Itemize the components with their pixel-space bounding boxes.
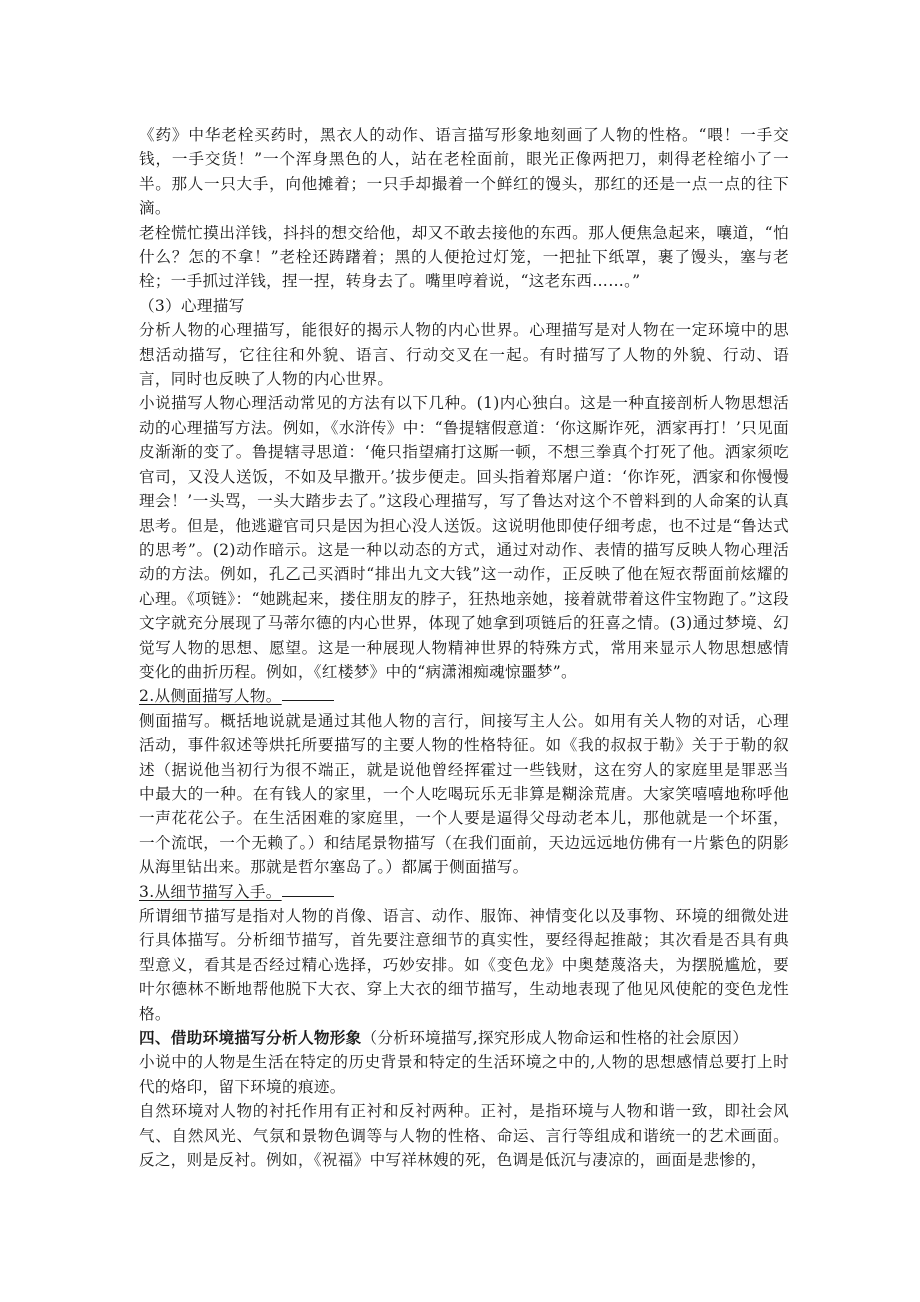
- heading-side-description-text: 2.从侧面描写人物。: [139, 687, 282, 706]
- paragraph-psychology-intro: 分析人物的心理描写，能很好的揭示人物的内心世界。心理描写是对人物在一定环境中的思想活动描写，它往往和外貌、语言、行动交叉在一起。有时描写了人物的外貌、行动、语言，同时也反映了人物的内心世界。: [139, 321, 789, 389]
- paragraph-side-description: 侧面描写。概括地说就是通过其他人物的言行，间接写主人公。如用有关人物的对话，心理活动，事件叙述等烘托所要描写的主要人物的性格特征。如《我的叔叔于勒》关于于勒的叙述（据说他当初行为很不端正，就是说他曾经挥霍过一些钱财，这在穷人的家庭里是罪恶当中最大的一种。在有钱人的家里，一个人吃喝玩乐无非算是糊涂荒唐。大家笑嘻嘻地称呼他一声花花公子。在生活困难的家庭里，一个人要是逼得父母动老本儿，那他就是一个坏蛋，一个流氓，一个无赖了。）和结尾景物描写（在我们面前，天边远远地仿佛有一片紫色的阴影从海里钻出来。那就是哲尔塞岛了。）都属于侧面描写。: [139, 711, 789, 877]
- subheading-psychological: （3）心理描写: [139, 296, 245, 315]
- document-page: [139, 123, 789, 1172]
- section-heading-environment: [139, 1026, 789, 1050]
- underline-pad: [282, 882, 334, 897]
- paragraph-medicine-scene: 《药》中华老栓买药时，黑衣人的动作、语言描写形象地刻画了人物的性格。“喂！一手交钱，一手交货！”一个浑身黑色的人，站在老栓面前，眼光正像两把刀，刺得老栓缩小了一半。那人一只大手，向他摊着；一只手却撮着一个鲜红的馒头，那红的还是一点一点的往下滴。: [139, 126, 789, 218]
- paragraph-laoshuan-reaction: 老栓慌忙摸出洋钱，抖抖的想交给他，却又不敢去接他的东西。那人便焦急起来，嚷道，“怕什么？怎的不拿！”老栓还踌躇着；黑的人便抢过灯笼，一把扯下纸罩，裹了馒头，塞与老栓；一手抓过洋钱，捏一捏，转身去了。嘴里哼着说，“这老东西……。”: [139, 223, 789, 291]
- heading-side-description: [139, 684, 789, 708]
- section-heading-environment-subtitle: （分析环境描写,探究形成人物命运和性格的社会原因）: [361, 1029, 749, 1048]
- underline-pad: [282, 686, 334, 701]
- heading-detail-description: [139, 880, 789, 904]
- heading-detail-description-text: 3.从细节描写入手。: [139, 882, 282, 901]
- paragraph-detail-description: 所谓细节描写是指对人物的肖像、语言、动作、服饰、神情变化以及事物、环境的细微处进行具体描写。分析细节描写，首先要注意细节的真实性，要经得起推敲；其次看是否具有典型意义，看其是否经过精心选择，巧妙安排。如《变色龙》中奥楚蔑洛夫，为摆脱尴尬，要叶尔德林不断地帮他脱下大衣、穿上大衣的细节描写，生动地表现了他见风使舵的变色龙性格。: [139, 907, 789, 1023]
- paragraph-environment-intro: 小说中的人物是生活在特定的历史背景和特定的生活环境之中的,人物的思想感情总要打上时代的烙印，留下环境的痕迹。: [139, 1053, 789, 1096]
- paragraph-psychology-methods: 小说描写人物心理活动常见的方法有以下几种。(1)内心独白。这是一种直接剖析人物思想活动的心理描写方法。例如，《水浒传》中：“鲁提辖假意道：‘你这厮诈死，洒家再打！’只见面皮渐渐的变了。鲁提辖寻思道：‘俺只指望痛打这厮一顿，不想三拳真个打死了他。洒家须吃官司，又没人送饭，不如及早撒开。’拔步便走。回头指着郑屠户道：‘你诈死，洒家和你慢慢理会！’一头骂，一头大踏步去了。”这段心理描写，写了鲁达对这个不曾料到的人命案的认真思考。但是，他逃避官司只是因为担心没人送饭。这说明他即使仔细考虑，也不过是“鲁达式的思考”。(2)动作暗示。这是一种以动态的方式，通过对动作、表情的描写反映人物心理活动的方法。例如，孔乙己买酒时“排出九文大钱”这一动作，正反映了他在短衣帮面前炫耀的心理。《项链》：“她跳起来，搂住朋友的脖子，狂热地亲她，接着就带着这件宝物跑了。”这段文字就充分展现了马蒂尔德的内心世界，体现了她拿到项链后的狂喜之情。(3)通过梦境、幻觉写人物的思想、愿望。这是一种展现人物精神世界的特殊方式，常用来显示人物思想感情变化的曲折历程。例如，《红楼梦》中的“病潇湘痴魂惊噩梦”。: [139, 394, 789, 681]
- section-heading-environment-title: 四、借助环境描写分析人物形象: [139, 1028, 362, 1048]
- paragraph-environment-contrast: 自然环境对人物的衬托作用有正衬和反衬两种。正衬，是指环境与人物和谐一致，即社会风气、自然风光、气氛和景物色调等与人物的性格、命运、言行等组成和谐统一的艺术画面。反之，则是反衬。例如，《祝福》中写祥林嫂的死，色调是低沉与凄凉的，画面是悲惨的，: [139, 1102, 789, 1170]
